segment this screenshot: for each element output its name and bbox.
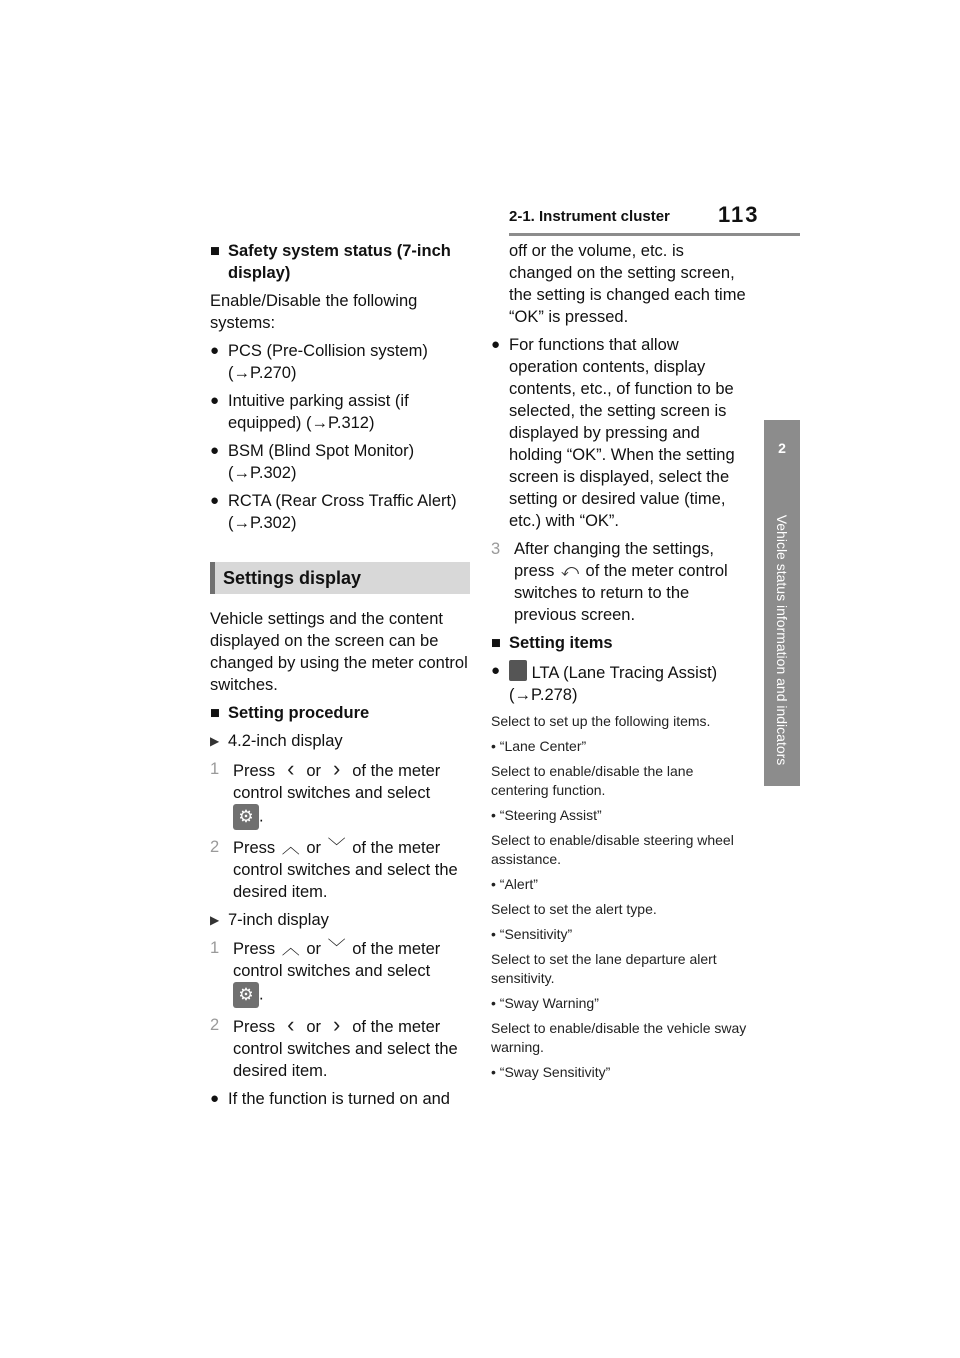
item-text: • “Sway Sensitivity” bbox=[491, 1064, 611, 1080]
item-text: Select to set up the following items. bbox=[491, 713, 711, 729]
bullet-icon: ● bbox=[210, 1090, 220, 1107]
bullet-icon: ● bbox=[491, 336, 501, 353]
chevron-up-icon: ︿ bbox=[281, 837, 300, 857]
step-number: 2 bbox=[210, 1016, 220, 1034]
list-item: ● Intuitive parking assist (if equipped) (→P.312) bbox=[210, 392, 409, 432]
display-7-label: ▶ 7-inch display bbox=[210, 911, 329, 929]
bullet-icon: ● bbox=[210, 442, 220, 459]
list-item: ● BSM (Blind Spot Monitor) (→P.302) bbox=[210, 442, 415, 482]
display-42-label: ▶ 4.2-inch display bbox=[210, 732, 343, 750]
step-number: 2 bbox=[210, 838, 220, 856]
square-bullet-icon: ■ bbox=[491, 634, 501, 652]
intro-text: Enable/Disable the following systems: bbox=[210, 292, 418, 332]
page-number: 113 bbox=[718, 202, 760, 227]
section-intro: Vehicle settings and the content displayed on the screen can be changed by using the meter control switches. bbox=[210, 610, 468, 694]
settings-gear-icon: ⚙ bbox=[233, 982, 259, 1008]
item-text: • “Steering Assist” bbox=[491, 807, 602, 823]
right-column bbox=[491, 240, 749, 1088]
step-number: 1 bbox=[210, 939, 220, 957]
list-item: ● PCS (Pre-Collision system) (→P.270) bbox=[210, 342, 428, 382]
header-rule bbox=[509, 233, 800, 236]
bullet-icon: ● bbox=[491, 662, 501, 679]
setting-items-heading: ■ Setting items bbox=[491, 634, 613, 652]
back-icon: ⤺ bbox=[560, 561, 580, 580]
chevron-up-icon: ︿ bbox=[281, 938, 300, 958]
item-text: • “Sensitivity” bbox=[491, 926, 573, 942]
chevron-left-icon: ‹ bbox=[287, 756, 295, 781]
square-bullet-icon: ■ bbox=[210, 242, 220, 260]
step-item: 2 Press ︿ or ﹀ of the meter control switches and select the desired item. bbox=[210, 837, 458, 901]
square-bullet-icon: ■ bbox=[210, 704, 220, 722]
safety-heading: ■ Safety system status (7-inch display) bbox=[210, 242, 451, 282]
step-item: 1 Press ︿ or ﹀ of the meter control switches and select ⚙ . bbox=[210, 937, 470, 1008]
step-number: 1 bbox=[210, 760, 220, 778]
item-text: Select to enable/disable the lane centering function. bbox=[491, 763, 694, 798]
lane-tracing-icon bbox=[509, 660, 527, 681]
chevron-left-icon: ‹ bbox=[287, 1012, 295, 1037]
list-item: ● If the function is turned on and bbox=[210, 1090, 450, 1108]
item-text: • “Alert” bbox=[491, 876, 538, 892]
item-text: Select to enable/disable steering wheel assistance. bbox=[491, 832, 734, 867]
chapter-number: 2 bbox=[778, 440, 786, 456]
triangle-icon: ▶ bbox=[210, 734, 220, 748]
step-item: 3 After changing the settings, press ⤺ of the meter control switches to return to the previous screen. bbox=[491, 540, 728, 624]
chevron-down-icon: ﹀ bbox=[327, 938, 346, 958]
step-item: 1 Press ‹ or › of the meter control switches and select ⚙ . bbox=[210, 758, 470, 830]
item-text: • “Sway Warning” bbox=[491, 995, 599, 1011]
item-text: • “Lane Center” bbox=[491, 738, 587, 754]
chevron-down-icon: ﹀ bbox=[327, 837, 346, 857]
left-column bbox=[210, 240, 470, 1116]
continued-text: off or the volume, etc. is changed on the setting screen, the setting is changed each time “OK” is pressed. bbox=[509, 242, 746, 326]
item-text: Select to enable/disable the vehicle sway warning. bbox=[491, 1020, 747, 1055]
step-item: 2 Press ‹ or › of the meter control switches and select the desired item. bbox=[210, 1012, 458, 1080]
chevron-right-icon: › bbox=[332, 1012, 341, 1037]
step-number: 3 bbox=[491, 540, 501, 558]
bullet-icon: ● bbox=[210, 342, 220, 359]
settings-display-title: Settings display bbox=[210, 562, 470, 594]
procedure-heading: ■ Setting procedure bbox=[210, 704, 370, 722]
bullet-icon: ● bbox=[210, 492, 220, 509]
section-header: 2-1. Instrument cluster bbox=[509, 208, 670, 225]
item-text: Select to set the alert type. bbox=[491, 901, 657, 917]
item-text: Select to set the lane departure alert sensitivity. bbox=[491, 951, 717, 986]
chevron-right-icon: › bbox=[332, 756, 341, 781]
list-item: ● RCTA (Rear Cross Traffic Alert) (→P.302) bbox=[210, 492, 457, 532]
settings-gear-icon: ⚙ bbox=[233, 804, 259, 830]
chapter-label: Vehicle status information and indicators bbox=[774, 514, 790, 766]
triangle-icon: ▶ bbox=[210, 913, 220, 927]
bullet-icon: ● bbox=[210, 392, 220, 409]
list-item: ● LTA (Lane Tracing Assist) (→P.278) bbox=[491, 662, 718, 704]
list-item: ● For functions that allow operation contents, display contents, etc., of function to be selected, the setting screen is displayed by pressing and holding “OK”. When the setting screen is displayed, select the setting or desired value (time, etc.) with “OK”. bbox=[491, 336, 735, 530]
